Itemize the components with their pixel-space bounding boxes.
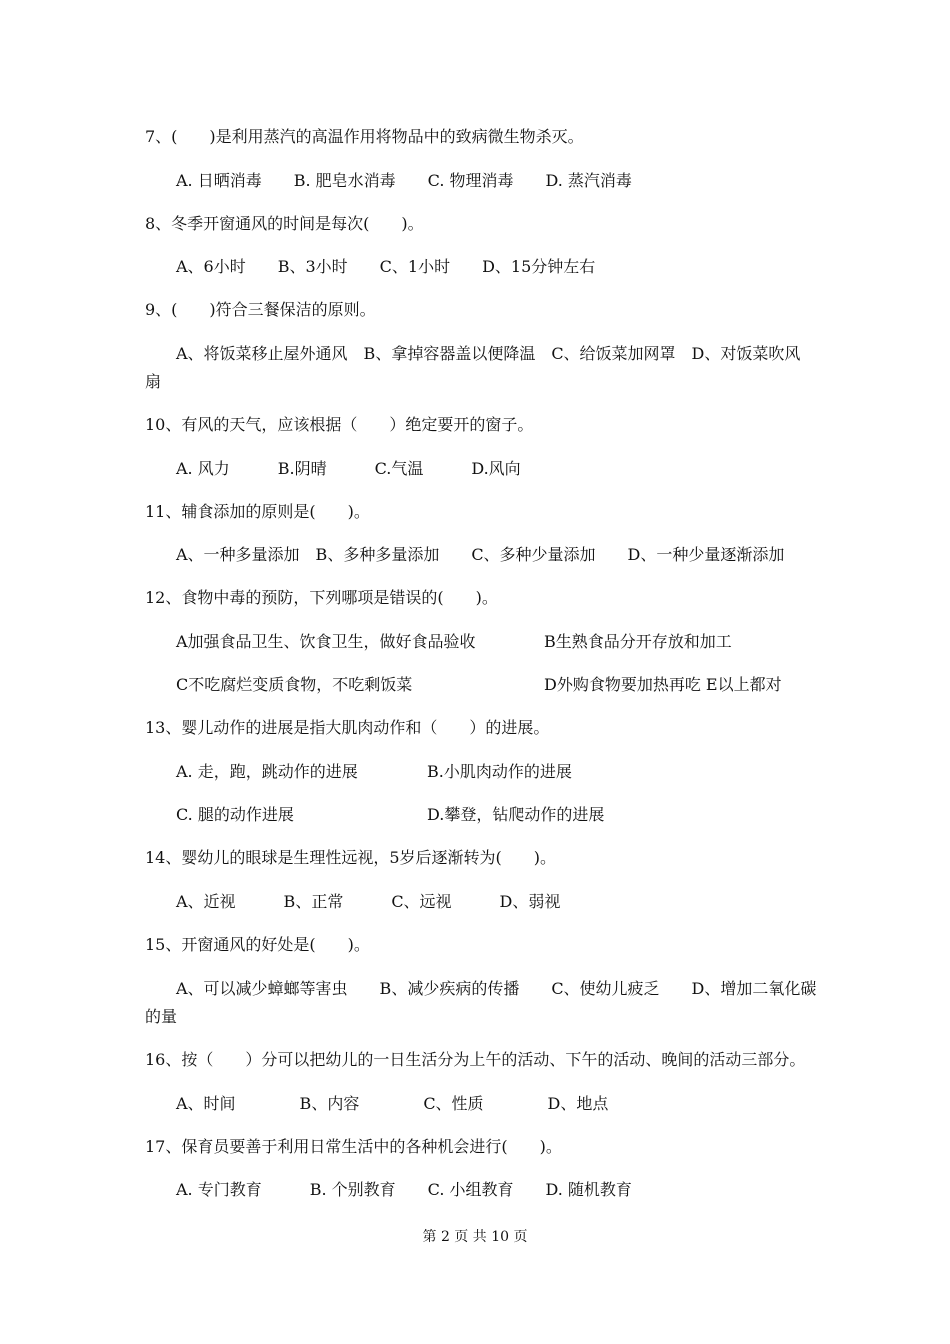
question-17-stem: 17、保育员要善于利用日常生活中的各种机会进行( )。 bbox=[145, 1137, 562, 1156]
question-10-options: A. 风力 B.阴晴 C.气温 D.风向 bbox=[176, 459, 521, 478]
question-13-option-c: C. 腿的动作进展 bbox=[176, 805, 294, 824]
question-12-option-b: B生熟食品分开存放和加工 bbox=[544, 632, 732, 651]
question-13-stem: 13、婴儿动作的进展是指大肌肉动作和（ ）的进展。 bbox=[145, 718, 550, 737]
question-8-stem: 8、冬季开窗通风的时间是每次( )。 bbox=[145, 214, 424, 233]
question-9-options-continuation: 扇 bbox=[145, 372, 162, 391]
question-16-options: A、时间 B、内容 C、性质 D、地点 bbox=[176, 1094, 609, 1113]
question-12-option-c: C不吃腐烂变质食物，不吃剩饭菜 bbox=[176, 675, 413, 694]
question-13-option-d: D.攀登，钻爬动作的进展 bbox=[427, 805, 605, 824]
question-15-options: A、可以减少蟑螂等害虫 B、减少疾病的传播 C、使幼儿疲乏 D、增加二氧化碳 bbox=[176, 979, 817, 998]
question-11-stem: 11、辅食添加的原则是( )。 bbox=[145, 502, 370, 521]
question-16-stem: 16、按（ ）分可以把幼儿的一日生活分为上午的活动、下午的活动、晚间的活动三部分。 bbox=[145, 1050, 806, 1069]
question-10-stem: 10、有风的天气，应该根据（ ）绝定要开的窗子。 bbox=[145, 415, 534, 434]
question-17-options: A. 专门教育 B. 个别教育 C. 小组教育 D. 随机教育 bbox=[176, 1180, 632, 1199]
question-13-option-a: A. 走，跑，跳动作的进展 bbox=[176, 762, 358, 781]
question-12-option-a: A加强食品卫生、饮食卫生，做好食品验收 bbox=[176, 632, 476, 651]
question-15-options-continuation: 的量 bbox=[145, 1007, 178, 1026]
question-12-stem: 12、食物中毒的预防，下列哪项是错误的( )。 bbox=[145, 588, 498, 607]
question-9-stem: 9、( )符合三餐保洁的原则。 bbox=[145, 300, 376, 319]
question-9-options: A、将饭菜移止屋外通风 B、拿掉容器盖以便降温 C、给饭菜加网罩 D、对饭菜吹风 bbox=[176, 344, 801, 363]
question-14-options: A、近视 B、正常 C、远视 D、弱视 bbox=[176, 892, 561, 911]
page-footer: 第 2 页 共 10 页 bbox=[422, 1229, 528, 1245]
question-13-option-b: B.小肌肉动作的进展 bbox=[427, 762, 572, 781]
question-14-stem: 14、婴幼儿的眼球是生理性远视，5岁后逐渐转为( )。 bbox=[145, 848, 557, 867]
question-11-options: A、一种多量添加 B、多种多量添加 C、多种少量添加 D、一种少量逐渐添加 bbox=[176, 545, 785, 564]
question-7-stem: 7、( )是利用蒸汽的高温作用将物品中的致病微生物杀灭。 bbox=[145, 127, 584, 146]
question-7-options: A. 日晒消毒 B. 肥皂水消毒 C. 物理消毒 D. 蒸汽消毒 bbox=[176, 171, 632, 190]
question-15-stem: 15、开窗通风的好处是( )。 bbox=[145, 935, 370, 954]
question-12-option-de: D外购食物要加热再吃 E以上都对 bbox=[544, 675, 782, 694]
question-8-options: A、6小时 B、3小时 C、1小时 D、15分钟左右 bbox=[176, 257, 596, 276]
